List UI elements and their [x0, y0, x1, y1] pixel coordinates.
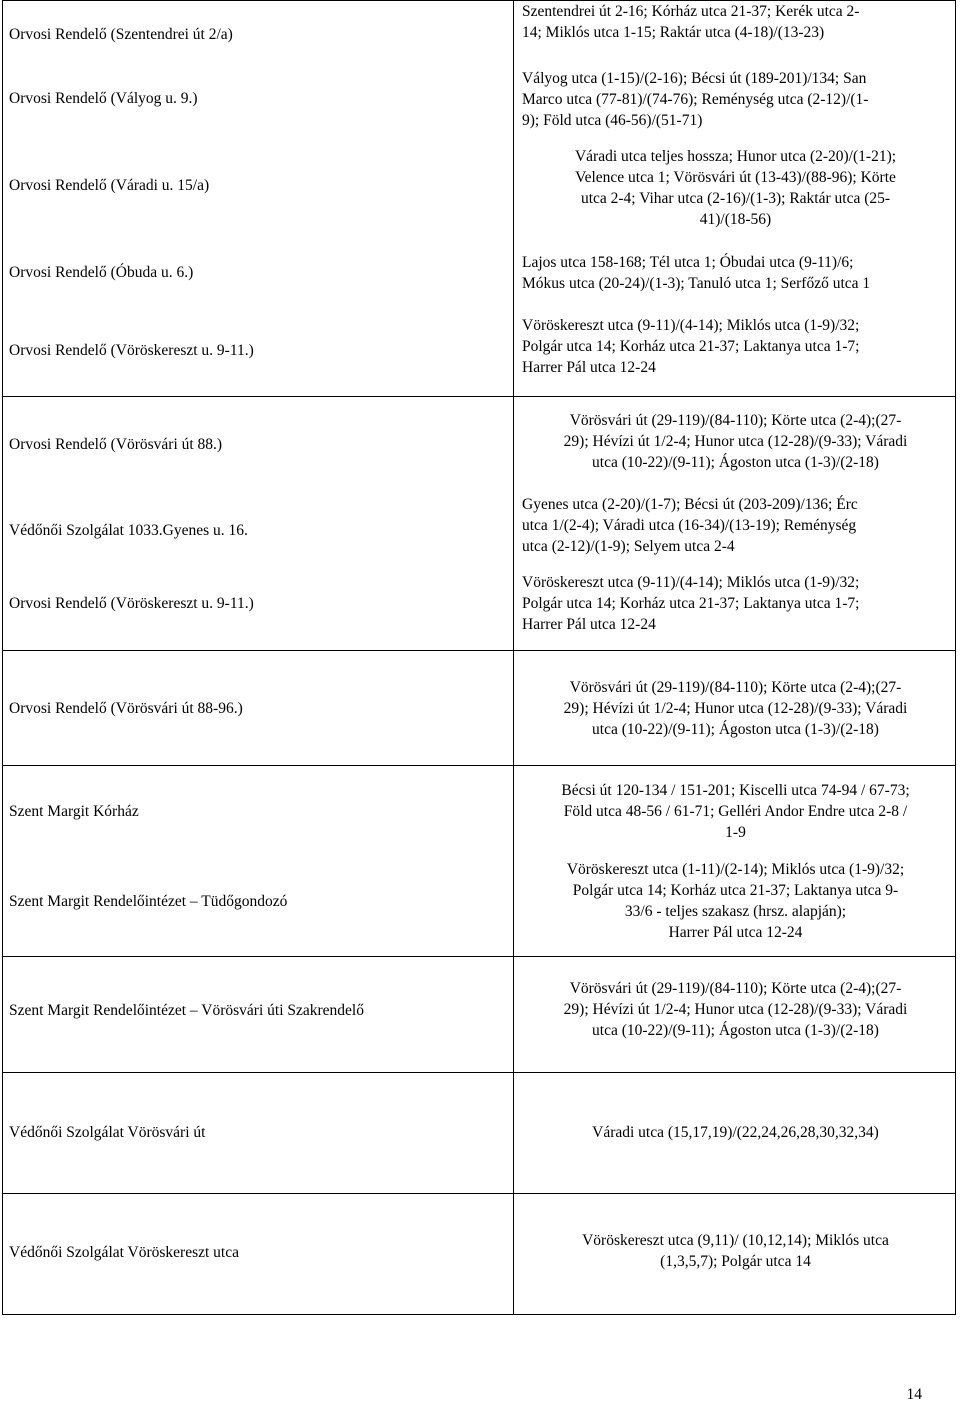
address-line: 29); Hévízi út 1/2-4; Hunor utca (12-28)/(9-33); Váradi — [563, 1001, 908, 1018]
address-line: Vörösvári út (29-119)/(84-110); Körte utca (2-4);(27- — [569, 679, 902, 696]
address-line: Vöröskereszt utca (9,11)/ (10,12,14); Miklós utca — [582, 1232, 889, 1249]
institution-name: Szent Margit Kórház — [9, 803, 139, 820]
address-cell — [514, 1194, 956, 1315]
address-line: Vályog utca (1-15)/(2-16); Bécsi út (189-201)/134; San — [522, 70, 867, 87]
address-line: Váradi utca teljes hossza; Hunor utca (2-20)/(1-21); — [574, 148, 897, 165]
institution-name: Orvosi Rendelő (Vörösvári út 88-96.) — [9, 700, 243, 717]
address-cell — [514, 1, 956, 397]
address-line: Harrer Pál utca 12-24 — [522, 359, 656, 376]
address-line: Vörösvári út (29-119)/(84-110); Körte utca (2-4);(27- — [569, 980, 902, 997]
address-cell — [514, 1073, 956, 1194]
address-line: 9); Föld utca (46-56)/(51-71) — [522, 112, 703, 129]
address-line: Polgár utca 14; Korház utca 21-37; Laktanya utca 1-7; — [522, 595, 860, 612]
address-line: Polgár utca 14; Korház utca 21-37; Laktanya utca 1-7; — [522, 338, 860, 355]
address-line: Vöröskereszt utca (9-11)/(4-14); Miklós utca (1-9)/32; — [522, 574, 860, 591]
address-line: Lajos utca 158-168; Tél utca 1; Óbudai utca (9-11)/6; — [522, 254, 854, 271]
address-line: utca (10-22)/(9-11); Ágoston utca (1-3)/(2-18) — [592, 1022, 879, 1039]
institution-name: Orvosi Rendelő (Óbuda u. 6.) — [9, 264, 194, 281]
address-line: Gyenes utca (2-20)/(1-7); Bécsi út (203-209)/136; Érc — [522, 496, 858, 513]
address-line: 1-9 — [725, 824, 746, 841]
table-row — [3, 1, 956, 397]
address-line: utca 2-4; Vihar utca (2-16)/(1-3); Raktár utca (25- — [580, 190, 891, 207]
address-line: (1,3,5,7); Polgár utca 14 — [660, 1253, 811, 1270]
address-line: Föld utca 48-56 / 61-71; Gelléri Andor Endre utca 2-8 / — [563, 803, 908, 820]
institution-name: Szent Margit Rendelőintézet – Vörösvári úti Szakrendelő — [9, 1002, 364, 1019]
table-row — [3, 651, 956, 766]
address-line: 33/6 - teljes szakasz (hrsz. alapján); — [624, 903, 847, 920]
institution-name: Orvosi Rendelő (Vöröskereszt u. 9-11.) — [9, 342, 254, 359]
table-row — [3, 766, 956, 957]
address-table — [2, 0, 956, 1315]
address-line: utca (2-12)/(1-9); Selyem utca 2-4 — [522, 538, 735, 555]
institution-cell — [3, 766, 514, 957]
institution-name: Orvosi Rendelő (Vályog u. 9.) — [9, 90, 198, 107]
address-cell — [514, 651, 956, 766]
address-line: utca (10-22)/(9-11); Ágoston utca (1-3)/(2-18) — [592, 721, 879, 738]
institution-cell — [3, 1073, 514, 1194]
institution-cell — [3, 1, 514, 397]
table-row — [3, 397, 956, 651]
institution-name: Orvosi Rendelő (Vöröskereszt u. 9-11.) — [9, 595, 254, 612]
address-line: Bécsi út 120-134 / 151-201; Kiscelli utca 74-94 / 67-73; — [561, 782, 910, 799]
institution-name: Orvosi Rendelő (Váradi u. 15/a) — [9, 177, 210, 194]
address-line: 29); Hévízi út 1/2-4; Hunor utca (12-28)/(9-33); Váradi — [563, 433, 908, 450]
table-row — [3, 1073, 956, 1194]
address-line: Vöröskereszt utca (1-11)/(2-14); Miklós utca (1-9)/32; — [566, 861, 905, 878]
address-line: Velence utca 1; Vörösvári út (13-43)/(88-96); Körte — [575, 169, 896, 186]
address-line: Vörösvári út (29-119)/(84-110); Körte utca (2-4);(27- — [569, 412, 902, 429]
address-line: utca 1/(2-4); Váradi utca (16-34)/(13-19); Reménység — [522, 517, 857, 534]
address-line: Váradi utca (15,17,19)/(22,24,26,28,30,32,34) — [592, 1124, 879, 1141]
page-number: 14 — [906, 1386, 922, 1403]
address-cell — [514, 766, 956, 957]
institution-name: Orvosi Rendelő (Szentendrei út 2/a) — [9, 26, 233, 43]
institution-cell — [3, 957, 514, 1073]
address-line: Polgár utca 14; Korház utca 21-37; Laktanya utca 9- — [572, 882, 899, 899]
address-line: 29); Hévízi út 1/2-4; Hunor utca (12-28)/(9-33); Váradi — [563, 700, 908, 717]
table-row — [3, 1194, 956, 1315]
institution-name: Orvosi Rendelő (Vörösvári út 88.) — [9, 436, 223, 453]
address-cell — [514, 957, 956, 1073]
address-line: 14; Miklós utca 1-15; Raktár utca (4-18)/(13-23) — [522, 24, 825, 41]
address-line: utca (10-22)/(9-11); Ágoston utca (1-3)/(2-18) — [592, 454, 879, 471]
table-row — [3, 957, 956, 1073]
address-line: Mókus utca (20-24)/(1-3); Tanuló utca 1; Serfőző utca 1 — [522, 275, 871, 292]
institution-name: Védőnői Szolgálat 1033.Gyenes u. 16. — [9, 522, 248, 539]
address-line: Marco utca (77-81)/(74-76); Reménység utca (2-12)/(1- — [522, 91, 869, 108]
address-line: Vöröskereszt utca (9-11)/(4-14); Miklós utca (1-9)/32; — [522, 317, 860, 334]
institution-cell — [3, 397, 514, 651]
address-line: 41)/(18-56) — [699, 211, 772, 228]
institution-cell — [3, 1194, 514, 1315]
institution-name: Védőnői Szolgálat Vörösvári út — [9, 1124, 206, 1141]
address-cell — [514, 397, 956, 651]
institution-name: Szent Margit Rendelőintézet – Tüdőgondozó — [9, 893, 288, 910]
address-line: Harrer Pál utca 12-24 — [522, 616, 656, 633]
institution-name: Védőnői Szolgálat Vöröskereszt utca — [9, 1244, 239, 1261]
institution-cell — [3, 651, 514, 766]
address-line: Szentendrei út 2-16; Kórház utca 21-37; Kerék utca 2- — [522, 3, 860, 20]
address-line: Harrer Pál utca 12-24 — [668, 924, 803, 941]
